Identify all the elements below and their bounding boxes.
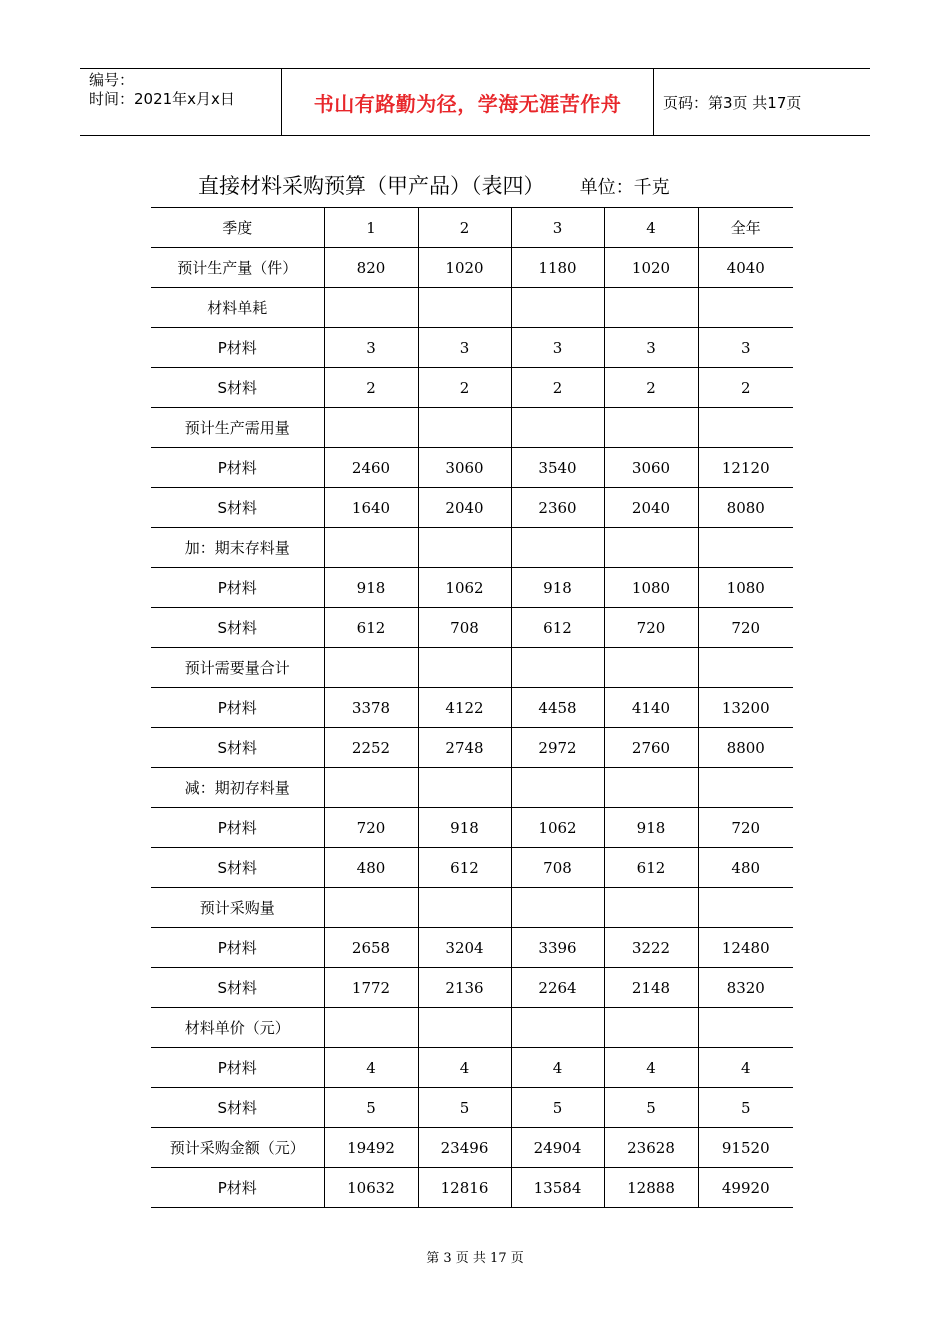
row-label: P材料	[151, 688, 324, 728]
table-cell: 5	[418, 1088, 511, 1128]
table-cell: 2972	[511, 728, 604, 768]
table-cell	[604, 408, 698, 448]
row-label: 加：期末存料量	[151, 528, 324, 568]
table-cell: 3	[604, 328, 698, 368]
table-cell: 23628	[604, 1128, 698, 1168]
row-label: 材料单价（元）	[151, 1008, 324, 1048]
row-label: P材料	[151, 568, 324, 608]
table-row	[151, 768, 793, 808]
table-cell	[418, 888, 511, 928]
table-title: 直接材料采购预算（甲产品）（表四）	[198, 174, 545, 198]
header-cell: 全年	[698, 208, 793, 248]
table-cell: 5	[324, 1088, 418, 1128]
table-cell: 480	[324, 848, 418, 888]
table-cell: 3	[698, 328, 793, 368]
table-row	[151, 928, 793, 968]
row-label: S材料	[151, 488, 324, 528]
table-cell: 8320	[698, 968, 793, 1008]
row-label: P材料	[151, 928, 324, 968]
row-label: 预计生产量（件）	[151, 248, 324, 288]
table-cell: 5	[698, 1088, 793, 1128]
table-cell: 918	[418, 808, 511, 848]
header-cell: 3	[511, 208, 604, 248]
table-cell: 4	[418, 1048, 511, 1088]
table-cell	[324, 648, 418, 688]
table-cell	[698, 408, 793, 448]
header-cell: 4	[604, 208, 698, 248]
table-cell: 13200	[698, 688, 793, 728]
row-label: P材料	[151, 328, 324, 368]
table-cell: 3060	[418, 448, 511, 488]
motto: 书山有路勤为径，学海无涯苦作舟	[282, 69, 654, 135]
row-label: P材料	[151, 808, 324, 848]
table-cell: 19492	[324, 1128, 418, 1168]
table-cell: 8800	[698, 728, 793, 768]
table-cell: 13584	[511, 1168, 604, 1208]
table-cell: 720	[324, 808, 418, 848]
table-cell: 612	[511, 608, 604, 648]
table-row	[151, 288, 793, 328]
table-cell	[324, 768, 418, 808]
table-cell	[511, 408, 604, 448]
table-cell	[324, 888, 418, 928]
table-cell: 2658	[324, 928, 418, 968]
table-cell: 4	[604, 1048, 698, 1088]
table-cell: 720	[604, 608, 698, 648]
table-cell: 2252	[324, 728, 418, 768]
table-row	[151, 968, 793, 1008]
table-cell: 708	[418, 608, 511, 648]
row-label: 材料单耗	[151, 288, 324, 328]
serial-label: 编号：	[89, 71, 135, 89]
table-cell: 918	[604, 808, 698, 848]
table-header-row	[151, 208, 793, 248]
table-cell: 612	[324, 608, 418, 648]
table-cell: 720	[698, 808, 793, 848]
table-cell: 1080	[698, 568, 793, 608]
table-cell	[418, 288, 511, 328]
table-cell: 4140	[604, 688, 698, 728]
table-cell: 1180	[511, 248, 604, 288]
table-row	[151, 1168, 793, 1208]
table-cell: 5	[511, 1088, 604, 1128]
table-row	[151, 1048, 793, 1088]
table-cell	[418, 528, 511, 568]
table-cell	[418, 648, 511, 688]
table-cell: 4	[698, 1048, 793, 1088]
table-row	[151, 1008, 793, 1048]
table-cell: 4	[324, 1048, 418, 1088]
page-footer: 第 3 页 共 17 页	[426, 1251, 524, 1266]
header-cell: 1	[324, 208, 418, 248]
table-cell: 8080	[698, 488, 793, 528]
title-row	[198, 170, 670, 202]
table-cell: 480	[698, 848, 793, 888]
table-row	[151, 608, 793, 648]
table-row	[151, 328, 793, 368]
table-cell	[418, 1008, 511, 1048]
table-cell	[324, 288, 418, 328]
table-cell	[511, 648, 604, 688]
table-cell: 12480	[698, 928, 793, 968]
table-cell: 3540	[511, 448, 604, 488]
table-cell	[324, 528, 418, 568]
table-cell	[511, 1008, 604, 1048]
table-cell: 3	[418, 328, 511, 368]
table-cell	[511, 768, 604, 808]
table-cell: 24904	[511, 1128, 604, 1168]
table-cell	[511, 888, 604, 928]
table-cell: 820	[324, 248, 418, 288]
table-cell: 2	[698, 368, 793, 408]
table-cell	[324, 1008, 418, 1048]
table-cell: 91520	[698, 1128, 793, 1168]
unit-label: 单位：千克	[579, 177, 670, 198]
table-cell	[698, 1008, 793, 1048]
table-row	[151, 888, 793, 928]
budget-table-body	[151, 208, 793, 1208]
table-cell: 3396	[511, 928, 604, 968]
table-cell	[698, 888, 793, 928]
table-cell: 2760	[604, 728, 698, 768]
table-cell: 2	[324, 368, 418, 408]
table-cell	[698, 288, 793, 328]
table-cell: 708	[511, 848, 604, 888]
budget-table	[151, 207, 793, 1208]
table-cell	[698, 648, 793, 688]
table-cell: 2748	[418, 728, 511, 768]
table-cell: 918	[511, 568, 604, 608]
table-row	[151, 448, 793, 488]
table-cell: 2040	[418, 488, 511, 528]
table-row	[151, 728, 793, 768]
table-row	[151, 408, 793, 448]
table-row	[151, 488, 793, 528]
table-cell: 1020	[418, 248, 511, 288]
table-cell: 4458	[511, 688, 604, 728]
table-cell: 3204	[418, 928, 511, 968]
row-label: 预计需要量合计	[151, 648, 324, 688]
table-cell	[418, 408, 511, 448]
table-cell	[604, 1008, 698, 1048]
table-cell: 918	[324, 568, 418, 608]
row-label: S材料	[151, 368, 324, 408]
row-label: S材料	[151, 608, 324, 648]
row-label: P材料	[151, 448, 324, 488]
row-label: 预计生产需用量	[151, 408, 324, 448]
table-row	[151, 848, 793, 888]
table-row	[151, 248, 793, 288]
header-cell: 2	[418, 208, 511, 248]
table-cell: 3222	[604, 928, 698, 968]
table-cell: 2148	[604, 968, 698, 1008]
table-cell: 1062	[418, 568, 511, 608]
table-cell: 2264	[511, 968, 604, 1008]
row-label: 预计采购金额（元）	[151, 1128, 324, 1168]
table-cell: 3378	[324, 688, 418, 728]
table-row	[151, 1128, 793, 1168]
table-cell: 1640	[324, 488, 418, 528]
table-cell: 10632	[324, 1168, 418, 1208]
row-label: 减：期初存料量	[151, 768, 324, 808]
document-header	[80, 68, 870, 136]
table-cell: 2360	[511, 488, 604, 528]
table-row	[151, 688, 793, 728]
table-cell: 2	[511, 368, 604, 408]
table-cell: 12816	[418, 1168, 511, 1208]
table-cell	[604, 528, 698, 568]
table-cell	[324, 408, 418, 448]
table-cell: 49920	[698, 1168, 793, 1208]
row-label: S材料	[151, 728, 324, 768]
table-cell	[604, 288, 698, 328]
table-cell: 3	[511, 328, 604, 368]
row-label: S材料	[151, 968, 324, 1008]
table-cell: 12888	[604, 1168, 698, 1208]
table-row	[151, 568, 793, 608]
table-cell: 720	[698, 608, 793, 648]
table-cell	[698, 528, 793, 568]
table-row	[151, 368, 793, 408]
table-row	[151, 648, 793, 688]
table-cell: 12120	[698, 448, 793, 488]
header-cell-quarter: 季度	[151, 208, 324, 248]
row-label: P材料	[151, 1168, 324, 1208]
table-cell: 1080	[604, 568, 698, 608]
table-cell: 4040	[698, 248, 793, 288]
table-cell: 612	[604, 848, 698, 888]
table-cell: 3	[324, 328, 418, 368]
table-cell: 2136	[418, 968, 511, 1008]
row-label: S材料	[151, 848, 324, 888]
table-cell: 2	[604, 368, 698, 408]
table-cell	[604, 648, 698, 688]
page-info: 页码：第3页 共17页	[663, 93, 802, 112]
table-cell: 2460	[324, 448, 418, 488]
table-cell	[511, 288, 604, 328]
table-row	[151, 1088, 793, 1128]
table-cell: 2040	[604, 488, 698, 528]
table-cell: 1020	[604, 248, 698, 288]
table-cell: 5	[604, 1088, 698, 1128]
row-label: P材料	[151, 1048, 324, 1088]
table-cell	[604, 888, 698, 928]
table-cell: 1062	[511, 808, 604, 848]
header-meta	[80, 69, 282, 135]
table-cell	[604, 768, 698, 808]
table-cell	[418, 768, 511, 808]
table-cell	[698, 768, 793, 808]
table-cell: 23496	[418, 1128, 511, 1168]
time-label: 时间：2021年x月x日	[89, 90, 235, 108]
row-label: S材料	[151, 1088, 324, 1128]
table-row	[151, 528, 793, 568]
table-row	[151, 808, 793, 848]
table-cell: 3060	[604, 448, 698, 488]
table-cell: 1772	[324, 968, 418, 1008]
table-cell: 4122	[418, 688, 511, 728]
row-label: 预计采购量	[151, 888, 324, 928]
table-cell	[511, 528, 604, 568]
table-cell: 2	[418, 368, 511, 408]
table-cell: 4	[511, 1048, 604, 1088]
table-cell: 612	[418, 848, 511, 888]
